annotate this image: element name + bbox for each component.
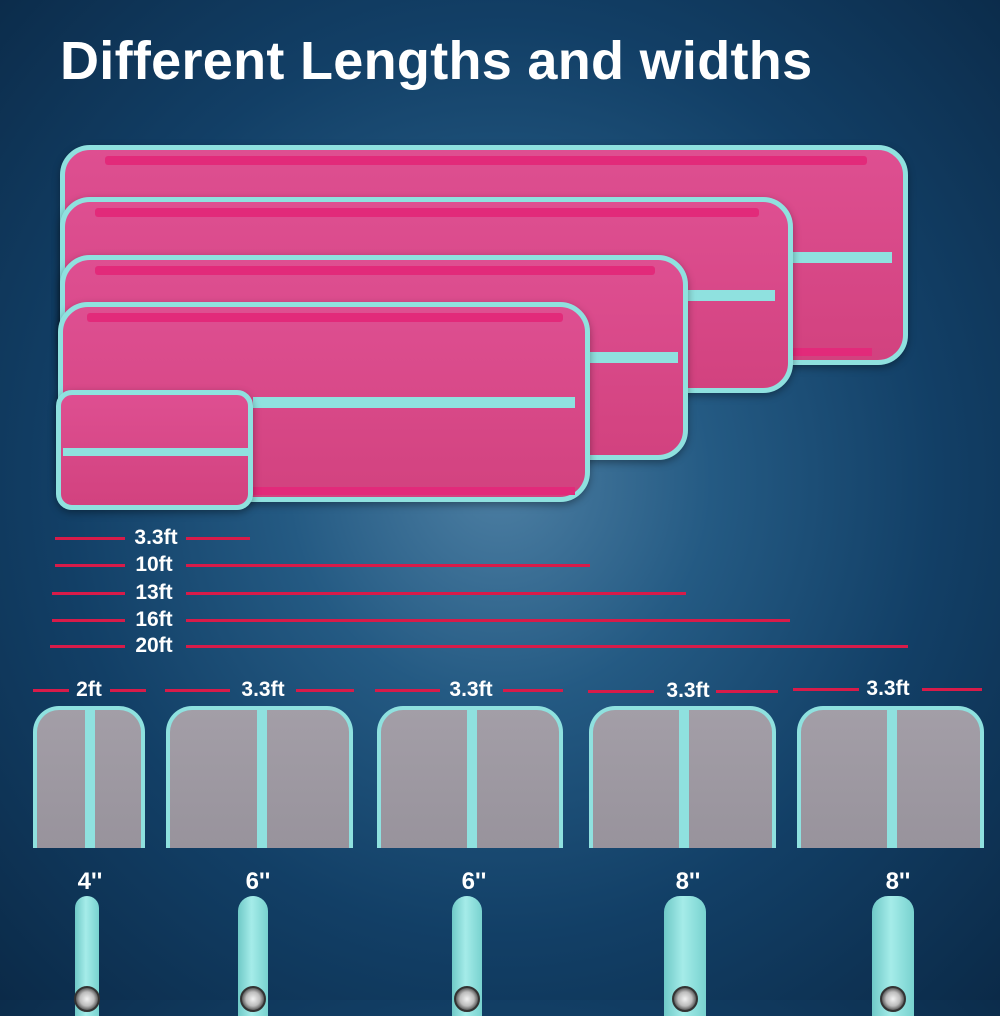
width-swatch-3-3ft-a	[166, 706, 353, 848]
valve-icon	[74, 986, 100, 1012]
width-label: 3.3ft	[666, 679, 710, 702]
page-title: Different Lengths and widths	[60, 31, 813, 91]
thickness-profile-8in	[664, 896, 706, 1016]
valve-icon	[672, 986, 698, 1012]
length-ruler-16ft	[0, 609, 1000, 631]
length-label: 10ft	[135, 553, 173, 576]
thickness-profile-6in	[238, 896, 268, 1016]
width-swatch-3-3ft-d	[797, 706, 984, 848]
thickness-label: 4''	[77, 868, 103, 895]
length-label: 3.3ft	[134, 526, 178, 549]
valve-icon	[454, 986, 480, 1012]
thickness-profile-8in	[872, 896, 914, 1016]
width-label: 3.3ft	[449, 678, 493, 701]
valve-icon	[240, 986, 266, 1012]
thickness-label: 6''	[461, 868, 487, 895]
thickness-profile-6in	[452, 896, 482, 1016]
length-ruler-20ft	[0, 635, 1000, 657]
width-label: 2ft	[76, 678, 102, 701]
mat-3-3ft	[56, 390, 253, 510]
width-swatch-3-3ft-b	[377, 706, 563, 848]
length-label: 20ft	[135, 634, 173, 657]
length-ruler-13ft	[0, 582, 1000, 604]
thickness-label: 8''	[885, 868, 911, 895]
width-label: 3.3ft	[866, 677, 910, 700]
thickness-label: 8''	[675, 868, 701, 895]
width-swatch-3-3ft-c	[589, 706, 776, 848]
length-label: 13ft	[135, 581, 173, 604]
thickness-label: 6''	[245, 868, 271, 895]
thickness-profile-4in	[75, 896, 99, 1016]
length-ruler-3-3ft	[0, 527, 1000, 549]
length-label: 16ft	[135, 608, 173, 631]
valve-icon	[880, 986, 906, 1012]
width-label: 3.3ft	[241, 678, 285, 701]
width-swatch-2ft	[33, 706, 145, 848]
length-ruler-10ft	[0, 554, 1000, 576]
